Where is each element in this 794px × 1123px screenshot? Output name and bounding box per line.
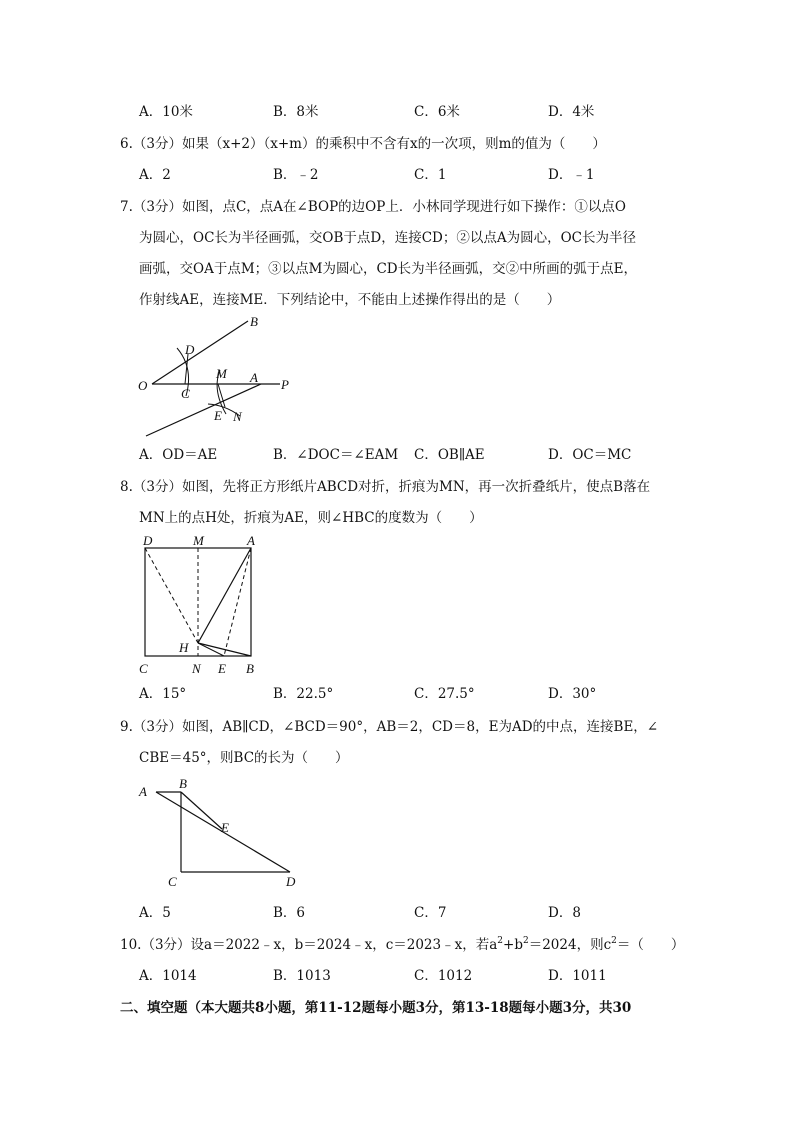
line-hb [198, 643, 251, 656]
label-m: M [216, 366, 227, 381]
q7-stem-line2: 为圆心，OC长为半径画弧，交OB于点D，连接CD；②以点A为圆心，OC长为半径 [139, 230, 637, 246]
q10-option-d: D．1011 [548, 968, 607, 984]
label-c: C [181, 386, 190, 401]
ray-ae [146, 384, 261, 436]
label-e: E [214, 408, 222, 423]
q10-option-b: B．1013 [273, 968, 331, 984]
q9-stem-line2: CBE＝45°，则BC的长为（ ） [139, 750, 349, 766]
q6-option-c: C．1 [414, 167, 447, 183]
q8-figure [136, 530, 266, 678]
label-n: N [233, 409, 242, 424]
q7-figure [130, 310, 300, 442]
q9-stem-line1: 9.（3分）如图，AB∥CD，∠BCD＝90°，AB＝2，CD＝8，E为AD的中点，连接BE，∠ [120, 719, 659, 735]
q8-option-a: A．15° [139, 686, 187, 702]
line-ah [198, 548, 251, 643]
ray-ob [152, 321, 248, 384]
label-o: O [138, 378, 148, 393]
q6-option-a: A．2 [139, 167, 171, 183]
label-d: D [185, 342, 195, 357]
q9-figure [134, 772, 306, 894]
q8-stem-line2: MN上的点H处，折痕为AE，则∠HBC的度数为（ ） [139, 510, 483, 526]
label-a: A [250, 370, 258, 385]
q10-option-a: A．1014 [139, 968, 197, 984]
q10-option-c: C．1012 [414, 968, 473, 984]
q9-option-c: C．7 [414, 905, 447, 921]
label-p: P [281, 377, 289, 392]
q6-stem: 6.（3分）如果（x+2）（x+m）的乘积中不含有x的一次项，则m的值为（ ） [120, 136, 606, 152]
label-a: A [247, 533, 255, 548]
line-ae [224, 548, 251, 656]
q8-option-d: D．30° [548, 686, 597, 702]
q5-option-c: C．6米 [414, 104, 460, 120]
label-a: A [139, 784, 147, 799]
q5-option-b: B．8米 [273, 104, 319, 120]
label-e: E [218, 661, 226, 676]
q7-option-a: A．OD＝AE [139, 447, 218, 463]
label-b: B [179, 776, 187, 791]
label-c: C [168, 874, 177, 889]
label-d: D [143, 533, 153, 548]
label-b: B [246, 661, 254, 676]
q8-stem-line1: 8.（3分）如图，先将正方形纸片ABCD对折，折痕为MN，再一次折叠纸片，使点B落在 [120, 479, 651, 495]
q7-stem-line1: 7.（3分）如图，点C，点A在∠BOP的边OP上．小林同学现进行如下操作：①以点O [120, 199, 626, 215]
label-m: M [193, 533, 204, 548]
line-he [198, 643, 224, 656]
label-n: N [192, 661, 201, 676]
label-c: C [139, 661, 148, 676]
q9-option-b: B．6 [273, 905, 306, 921]
q9-option-d: D．8 [548, 905, 581, 921]
label-e: E [221, 820, 229, 835]
q7-option-c: C．OB∥AE [414, 447, 485, 463]
section-heading: 二、填空题（本大题共8小题，第11-12题每小题3分，第13-18题每小题3分，共30 [120, 1000, 632, 1016]
q7-option-b: B．∠DOC＝∠EAM [273, 447, 399, 463]
q5-option-a: A．10米 [139, 104, 193, 120]
line-dh [145, 548, 198, 643]
q7-stem-line3: 画弧，交OA于点M；③以点M为圆心，CD长为半径画弧，交②中所画的弧于点E， [139, 261, 637, 277]
q7-stem-line4: 作射线AE，连接ME．下列结论中，不能由上述操作得出的是（ ） [139, 292, 561, 308]
q8-option-c: C．27.5° [414, 686, 475, 702]
q7-option-d: D．OC＝MC [548, 447, 632, 463]
label-d: D [286, 874, 296, 889]
q8-option-b: B．22.5° [273, 686, 334, 702]
q10-stem: 10.（3分）设a＝2022﹣x，b＝2024﹣x，c＝2023﹣x，若$a^2+b^2=2024$，则$c^2=$（ ） [120, 936, 685, 953]
label-b: B [250, 314, 258, 329]
q6-option-b: B．﹣2 [273, 167, 319, 183]
label-h: H [179, 640, 189, 655]
q6-option-d: D．﹣1 [548, 167, 595, 183]
q9-option-a: A．5 [139, 905, 171, 921]
q5-option-d: D．4米 [548, 104, 595, 120]
